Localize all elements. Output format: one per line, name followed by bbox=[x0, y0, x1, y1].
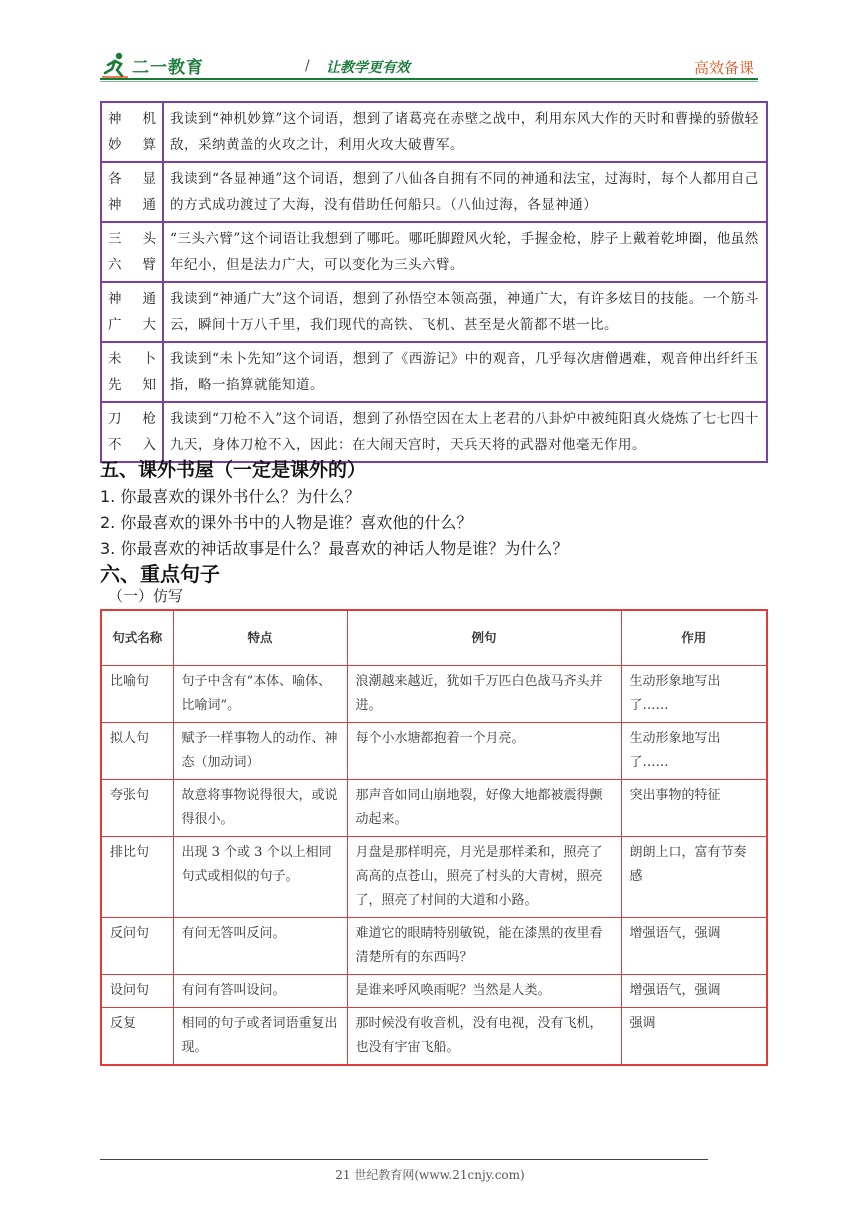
runner-logo-icon bbox=[100, 51, 130, 79]
feature-cell: 有问无答叫反问。 bbox=[173, 918, 347, 975]
header-divider bbox=[100, 78, 758, 80]
feature-cell: 出现 3 个或 3 个以上相同句式或相似的句子。 bbox=[173, 837, 347, 918]
table-row bbox=[101, 666, 767, 723]
idiom-term: 三 头 六臂 bbox=[101, 222, 163, 282]
table-row bbox=[101, 780, 767, 837]
idiom-table bbox=[100, 101, 768, 463]
section5-question-2: 2. 你最喜欢的课外书中的人物是谁？喜欢他的什么？ bbox=[100, 513, 473, 532]
logo-text: 二一教育 bbox=[132, 57, 204, 78]
feature-cell: 有问有答叫设问。 bbox=[173, 975, 347, 1008]
idiom-description: 我读到“各显神通”这个词语，想到了八仙各自拥有不同的神通和法宝，过海时，每个人都用自己的方式成功渡过了大海，没有借助任何船只。（八仙过海，各显神通） bbox=[163, 162, 767, 222]
idiom-description: 我读到“未卜先知”这个词语，想到了《西游记》中的观音，几乎每次唐僧遇难，观音伸出纤纤玉指，略一掐算就能知道。 bbox=[163, 342, 767, 402]
header-cell-example: 例句 bbox=[347, 610, 621, 666]
effect-cell: 朗朗上口，富有节奏感 bbox=[621, 837, 767, 918]
idiom-term: 神 通 广大 bbox=[101, 282, 163, 342]
header-cell-feature: 特点 bbox=[173, 610, 347, 666]
section5-title: 五、课外书屋（一定是课外的） bbox=[100, 459, 367, 481]
sentence-type-cell: 设问句 bbox=[101, 975, 173, 1008]
table-row bbox=[101, 342, 767, 402]
feature-cell: 赋予一样事物人的动作、神态（加动词） bbox=[173, 723, 347, 780]
section5-question-1: 1. 你最喜欢的课外书什么？为什么？ bbox=[100, 487, 361, 506]
table-header-row bbox=[101, 610, 767, 666]
feature-cell: 故意将事物说得很大，或说得很小。 bbox=[173, 780, 347, 837]
idiom-term: 刀 枪 不入 bbox=[101, 402, 163, 462]
idiom-term: 神 机 妙算 bbox=[101, 102, 163, 162]
sentence-type-cell: 反复 bbox=[101, 1008, 173, 1066]
example-cell: 那时候没有收音机，没有电视，没有飞机，也没有宇宙飞船。 bbox=[347, 1008, 621, 1066]
table-row bbox=[101, 837, 767, 918]
table-row bbox=[101, 723, 767, 780]
effect-cell: 增强语气，强调 bbox=[621, 975, 767, 1008]
page-footer: 21 世纪教育网(www.21cnjy.com) bbox=[335, 1168, 525, 1182]
example-cell: 难道它的眼睛特别敏锐，能在漆黑的夜里看清楚所有的东西吗？ bbox=[347, 918, 621, 975]
example-cell: 月盘是那样明亮，月光是那样柔和，照亮了高高的点苍山，照亮了村头的大青树，照亮了，照亮了村间的大道和小路。 bbox=[347, 837, 621, 918]
table-row bbox=[101, 918, 767, 975]
table-row bbox=[101, 162, 767, 222]
sentence-type-cell: 排比句 bbox=[101, 837, 173, 918]
header-slogan: 让教学更有效 bbox=[326, 60, 410, 76]
idiom-description: 我读到“神机妙算”这个词语，想到了诸葛亮在赤壁之战中，利用东风大作的天时和曹操的骄傲轻敌，采纳黄盖的火攻之计，利用火攻大破曹军。 bbox=[163, 102, 767, 162]
idiom-description: “三头六臂”这个词语让我想到了哪吒。哪吒脚蹬风火轮，手握金枪，脖子上戴着乾坤圈，他虽然年纪小，但是法力广大，可以变化为三头六臂。 bbox=[163, 222, 767, 282]
feature-cell: 句子中含有“本体、喻体、比喻词”。 bbox=[173, 666, 347, 723]
sentence-pattern-table bbox=[100, 609, 768, 1066]
idiom-term: 各 显 神通 bbox=[101, 162, 163, 222]
table-row bbox=[101, 102, 767, 162]
sentence-type-cell: 夸张句 bbox=[101, 780, 173, 837]
effect-cell: 增强语气，强调 bbox=[621, 918, 767, 975]
header-divider-thin bbox=[100, 81, 758, 82]
sentence-type-cell: 拟人句 bbox=[101, 723, 173, 780]
sentence-type-cell: 反问句 bbox=[101, 918, 173, 975]
feature-cell: 相同的句子或者词语重复出现。 bbox=[173, 1008, 347, 1066]
header-cell-type: 句式名称 bbox=[101, 610, 173, 666]
sentence-type-cell: 比喻句 bbox=[101, 666, 173, 723]
table-row bbox=[101, 282, 767, 342]
effect-cell: 生动形象地写出了…… bbox=[621, 666, 767, 723]
brand-logo bbox=[100, 50, 204, 80]
header-separator: / bbox=[305, 58, 310, 74]
table-row bbox=[101, 975, 767, 1008]
effect-cell: 突出事物的特征 bbox=[621, 780, 767, 837]
example-cell: 每个小水塘都抱着一个月亮。 bbox=[347, 723, 621, 780]
header-right-label: 高效备课 bbox=[693, 59, 754, 77]
section6-title: 六、重点句子 bbox=[100, 562, 220, 586]
table-row bbox=[101, 222, 767, 282]
example-cell: 浪潮越来越近，犹如千万匹白色战马齐头并进。 bbox=[347, 666, 621, 723]
idiom-description: 我读到“刀枪不入”这个词语，想到了孙悟空因在太上老君的八卦炉中被纯阳真火烧炼了七七四十九天，身体刀枪不入，因此：在大闹天宫时，天兵天将的武器对他毫无作用。 bbox=[163, 402, 767, 462]
effect-cell: 强调 bbox=[621, 1008, 767, 1066]
idiom-description: 我读到“神通广大”这个词语，想到了孙悟空本领高强，神通广大，有许多炫目的技能。一个筋斗云，瞬间十万八千里，我们现代的高铁、飞机、甚至是火箭都不堪一比。 bbox=[163, 282, 767, 342]
effect-cell: 生动形象地写出了…… bbox=[621, 723, 767, 780]
section6-subtitle: （一）仿写 bbox=[108, 587, 184, 605]
table-row bbox=[101, 402, 767, 462]
example-cell: 是谁来呼风唤雨呢？当然是人类。 bbox=[347, 975, 621, 1008]
header-cell-effect: 作用 bbox=[621, 610, 767, 666]
section5-question-3: 3. 你最喜欢的神话故事是什么？最喜欢的神话人物是谁？为什么？ bbox=[100, 539, 569, 558]
footer-divider bbox=[100, 1159, 708, 1160]
example-cell: 那声音如同山崩地裂，好像大地都被震得颤动起来。 bbox=[347, 780, 621, 837]
table-row bbox=[101, 1008, 767, 1066]
idiom-term: 未 卜 先知 bbox=[101, 342, 163, 402]
